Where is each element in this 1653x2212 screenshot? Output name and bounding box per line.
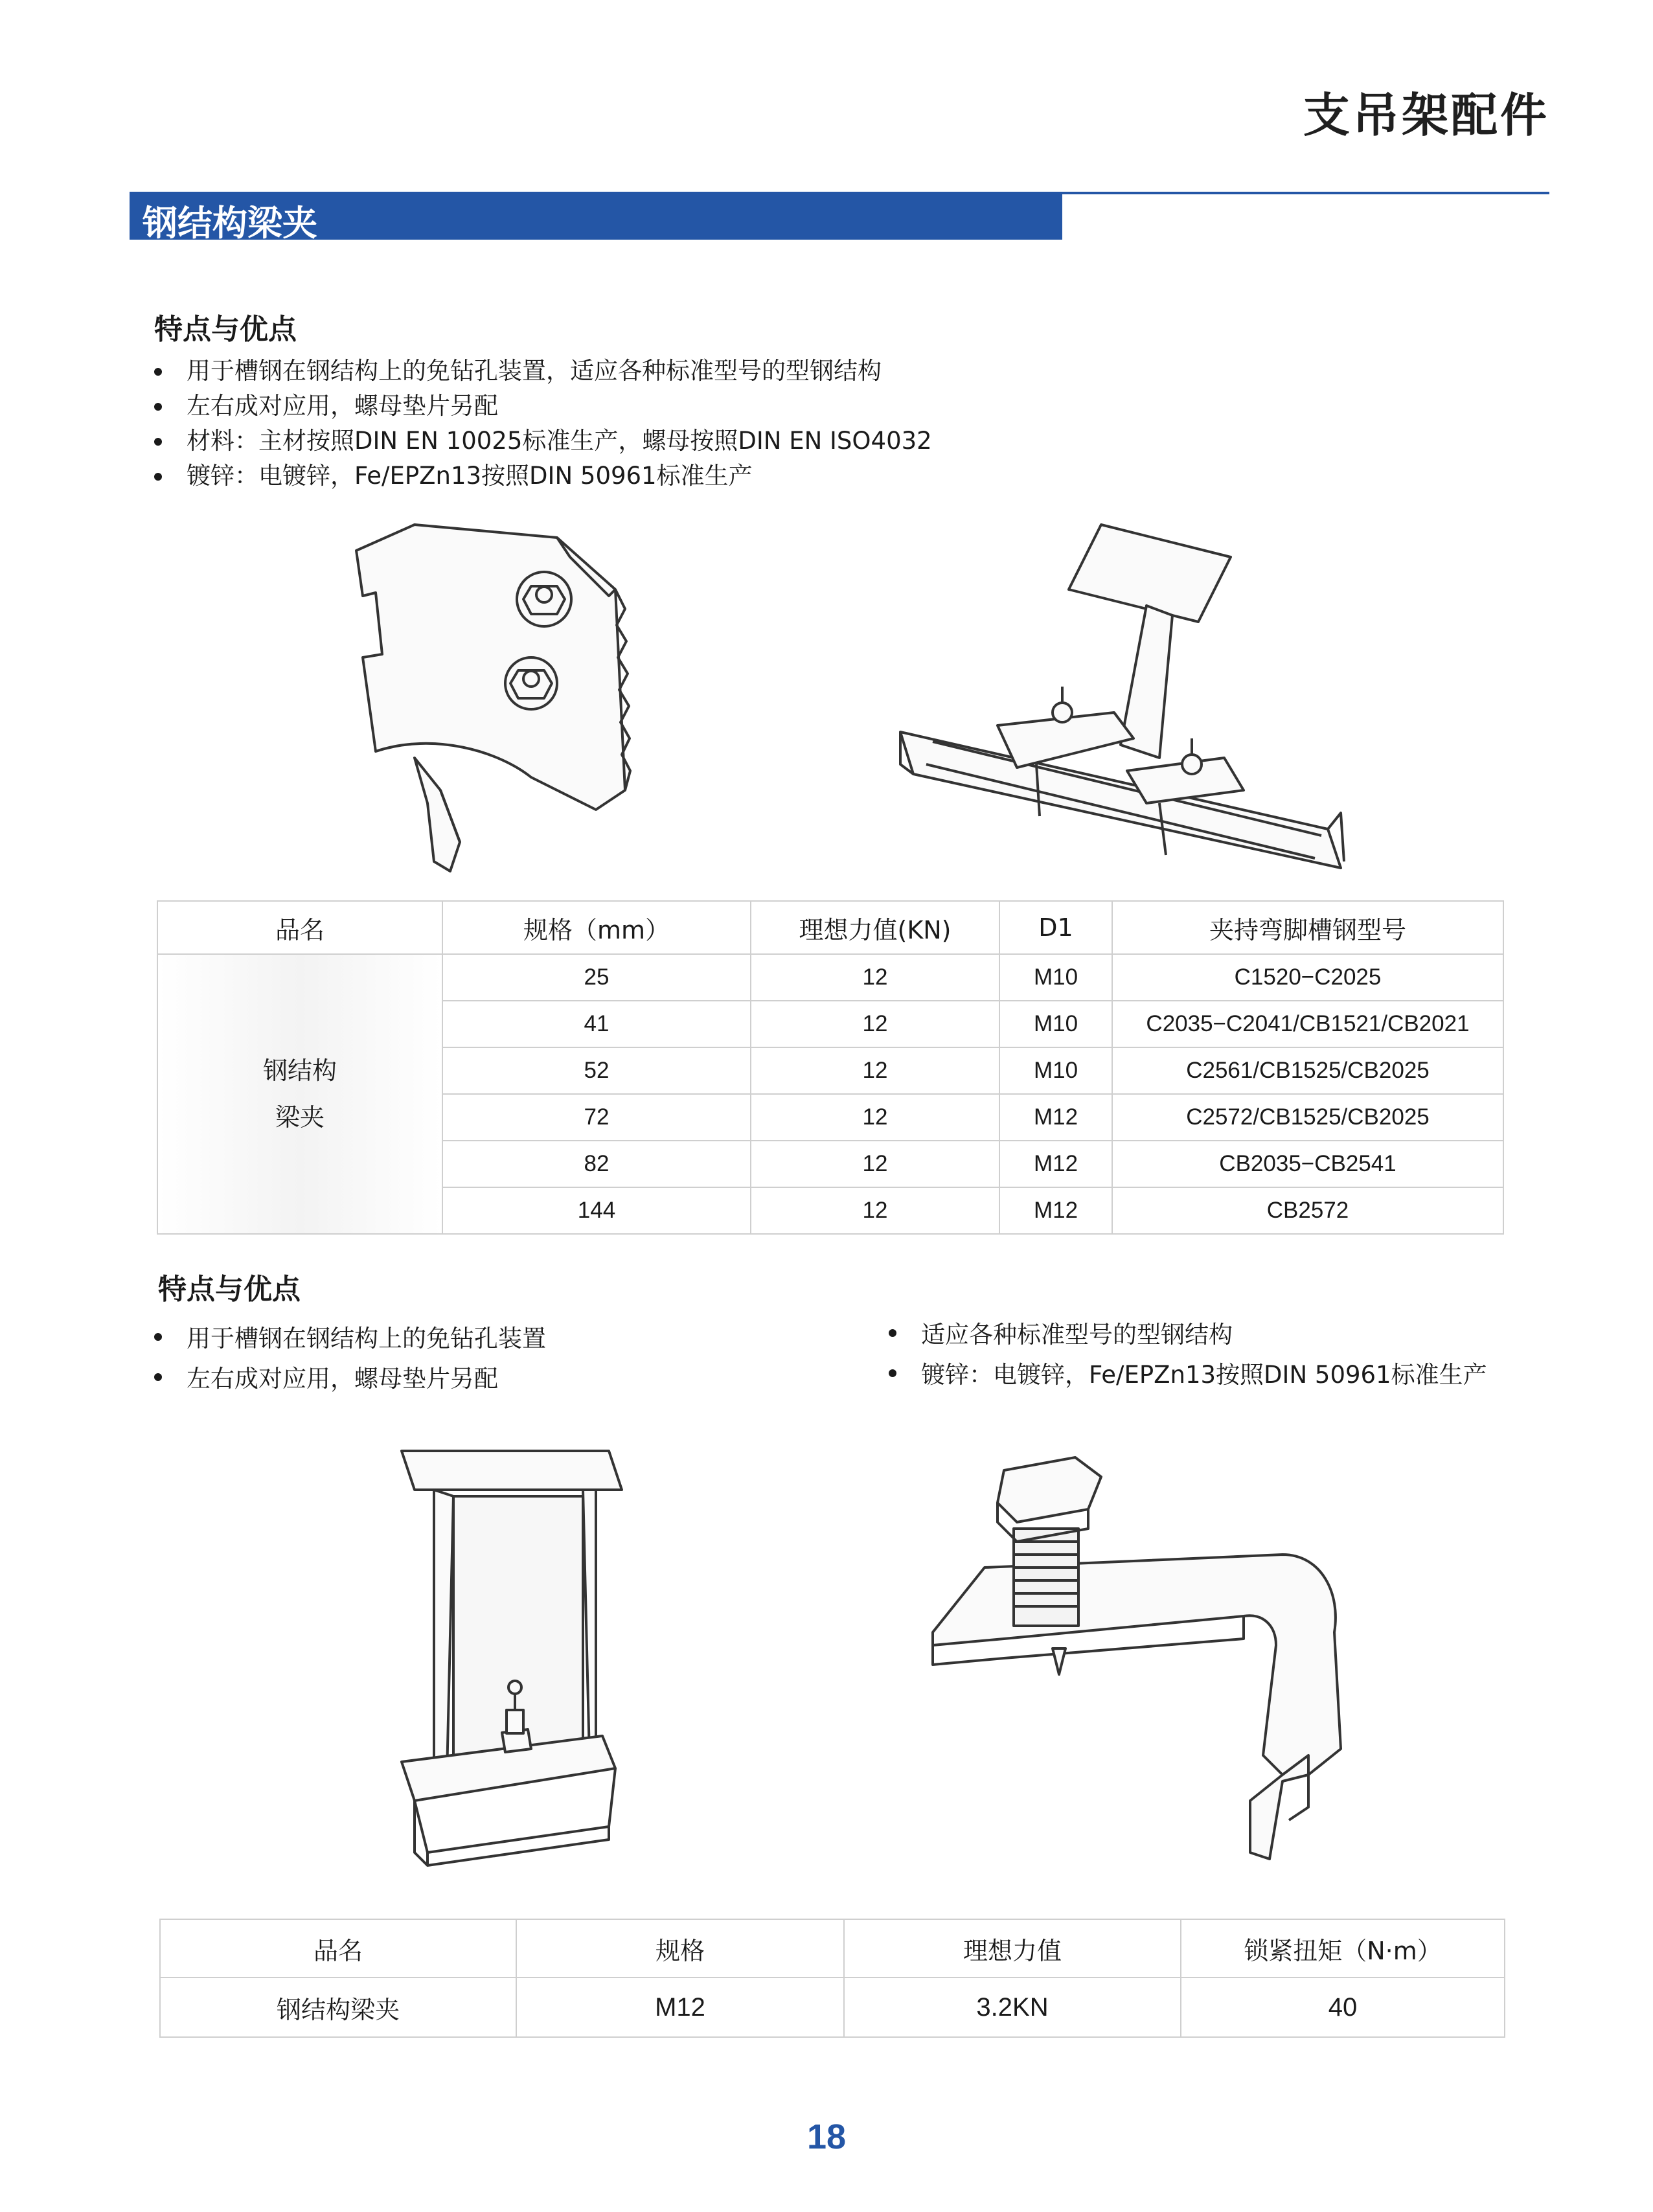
table-cell: M12: [516, 1978, 844, 2037]
table-cell: 3.2KN: [844, 1978, 1181, 2037]
feature-item: 镀锌：电镀锌，Fe/EPZn13按照DIN 50961标准生产: [153, 459, 932, 494]
table-cell: 12: [751, 1187, 999, 1234]
table-cell: C2572/CB1525/CB2025: [1112, 1094, 1503, 1141]
features-list-2-right: [887, 1315, 1487, 1395]
product-name-line: 梁夹: [275, 1103, 325, 1132]
table-header-cell: 锁紧扭矩（N·m）: [1181, 1919, 1505, 1978]
table-header-cell: 品名: [157, 901, 442, 954]
table-cell: 12: [751, 954, 999, 1001]
beam-clamp-assembly-illustration: [887, 518, 1367, 881]
section-title-bar: [130, 192, 1062, 244]
table-cell: 41: [442, 1001, 751, 1047]
table-cell: 12: [751, 1001, 999, 1047]
feature-item: 材料：主材按照DIN EN 10025标准生产，螺母按照DIN EN ISO4032: [153, 424, 932, 459]
table-cell: M10: [999, 1001, 1112, 1047]
table-header-cell: 理想力值(KN): [751, 901, 999, 954]
table-cell: CB2035−CB2541: [1112, 1141, 1503, 1187]
table-cell: 82: [442, 1141, 751, 1187]
table-cell: 钢结构梁夹: [160, 1978, 516, 2037]
table-cell: M12: [999, 1141, 1112, 1187]
features-heading-2: 特点与优点: [158, 1273, 301, 1306]
page-header-title: 支吊架配件: [1303, 88, 1549, 143]
product-name-cell: [157, 954, 442, 1234]
hex-bolt-clamp-illustration: [920, 1451, 1360, 1865]
table-cell: 12: [751, 1047, 999, 1094]
feature-item: 用于槽钢在钢结构上的免钻孔装置: [153, 1319, 546, 1359]
spec-table-1: [157, 900, 1504, 1235]
table-row: [157, 954, 1503, 1001]
section-title: 钢结构梁夹: [142, 203, 317, 244]
table-cell: M10: [999, 1047, 1112, 1094]
product-name-line: 钢结构: [262, 1056, 337, 1085]
table-header-cell: 品名: [160, 1919, 516, 1978]
table-cell: CB2572: [1112, 1187, 1503, 1234]
table-cell: 12: [751, 1094, 999, 1141]
table-cell: C2561/CB1525/CB2025: [1112, 1047, 1503, 1094]
feature-item: 镀锌：电镀锌，Fe/EPZn13按照DIN 50961标准生产: [887, 1355, 1487, 1395]
features-list-1: [153, 354, 932, 494]
features-heading-1: 特点与优点: [154, 313, 297, 346]
feature-item: 左右成对应用，螺母垫片另配: [153, 389, 932, 424]
table-cell: M12: [999, 1187, 1112, 1234]
feature-item: 适应各种标准型号的型钢结构: [887, 1315, 1487, 1355]
i-beam-channel-illustration: [389, 1438, 635, 1891]
table-cell: 25: [442, 954, 751, 1001]
table-header-row: [160, 1919, 1505, 1978]
table-header-cell: D1: [999, 901, 1112, 954]
table-header-cell: 理想力值: [844, 1919, 1181, 1978]
features-list-2-left: [153, 1319, 546, 1399]
table-cell: 12: [751, 1141, 999, 1187]
table-cell: 144: [442, 1187, 751, 1234]
table-header-cell: 夹持弯脚槽钢型号: [1112, 901, 1503, 954]
table-header-cell: 规格（mm）: [442, 901, 751, 954]
feature-item: 用于槽钢在钢结构上的免钻孔装置，适应各种标准型号的型钢结构: [153, 354, 932, 389]
table-cell: C1520−C2025: [1112, 954, 1503, 1001]
table-cell: M10: [999, 954, 1112, 1001]
table-header-cell: 规格: [516, 1919, 844, 1978]
table-cell: 40: [1181, 1978, 1505, 2037]
table-row: [160, 1978, 1505, 2037]
page-number: 18: [806, 2117, 847, 2156]
beam-clamp-illustration: [337, 518, 661, 881]
table-header-row: [157, 901, 1503, 954]
spec-table-2: [159, 1919, 1505, 2038]
section-divider-line: [1062, 192, 1549, 194]
table-cell: C2035−C2041/CB1521/CB2021: [1112, 1001, 1503, 1047]
table-cell: M12: [999, 1094, 1112, 1141]
feature-item: 左右成对应用，螺母垫片另配: [153, 1359, 546, 1399]
table-cell: 72: [442, 1094, 751, 1141]
table-cell: 52: [442, 1047, 751, 1094]
